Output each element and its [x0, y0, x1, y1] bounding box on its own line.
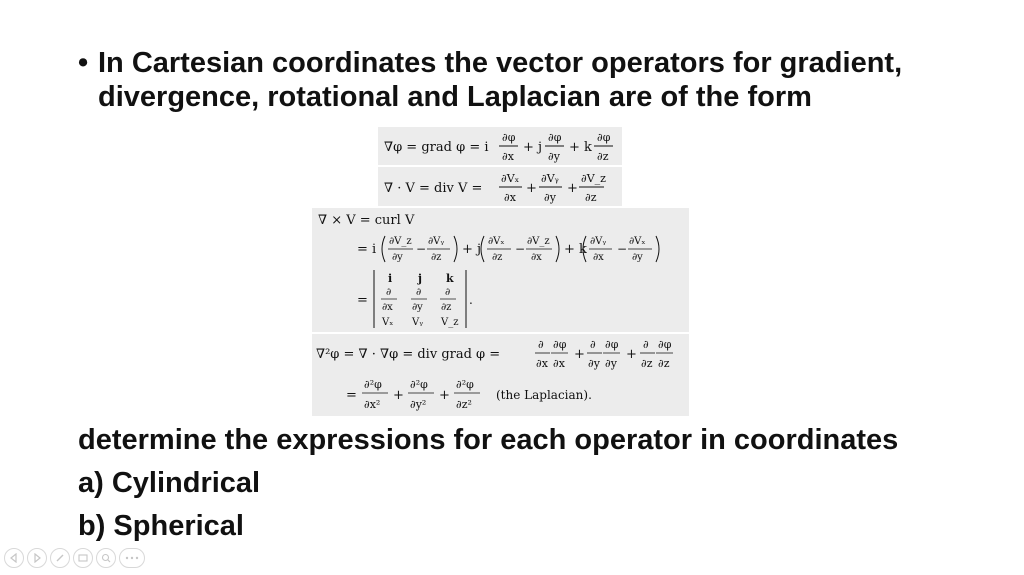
fraction-text: ∂φ — [553, 338, 567, 351]
plus-sign: + — [393, 388, 404, 403]
equation-curl — [312, 208, 689, 332]
curl-line1: ∇ × V = curl V — [318, 213, 415, 228]
gradient-den1: ∂x — [502, 150, 514, 163]
fraction-text: ∂φ — [658, 338, 672, 351]
fraction-text: ∂z — [492, 252, 503, 263]
plus-sign: + — [626, 347, 637, 362]
fraction-text: ∂²φ — [410, 378, 428, 391]
gradient-k: + k — [569, 140, 592, 155]
slides-icon[interactable] — [73, 548, 93, 568]
fraction-text: ∂z² — [456, 398, 472, 411]
gradient-j: + j — [523, 140, 543, 155]
next-icon[interactable] — [27, 548, 47, 568]
divergence-lhs: ∇ · V = div V = — [384, 181, 483, 196]
fraction-text: ∂y — [632, 252, 643, 263]
gradient-num1: ∂φ — [502, 131, 516, 144]
laplacian-line1: ∇²φ = ∇ · ∇φ = div grad φ = — [316, 347, 501, 362]
det-vy: Vᵧ — [412, 317, 423, 328]
option-b: b) Spherical — [78, 510, 244, 542]
equals-sign: = — [357, 293, 368, 308]
equals-sign: = — [346, 388, 357, 403]
divergence-den3: ∂z — [585, 191, 597, 204]
det-j: j — [418, 272, 422, 285]
fraction-text: ∂ — [643, 338, 649, 351]
bullet-paragraph — [78, 46, 958, 114]
det-vz: V_z — [441, 317, 459, 328]
plus-sign: + — [567, 181, 578, 196]
minus-sign: − — [617, 242, 628, 256]
divergence-den1: ∂x — [504, 191, 516, 204]
det-k: k — [446, 272, 454, 285]
fraction-text: ∂x — [593, 252, 604, 263]
fraction-text: ∂y — [605, 357, 617, 370]
fraction-text: ∂Vᵧ — [590, 236, 607, 247]
det-dz: ∂z — [441, 302, 452, 313]
fraction-text: ∂x — [553, 357, 565, 370]
plus-sign: + — [574, 347, 585, 362]
fraction-text: ∂²φ — [364, 378, 382, 391]
fraction-text: ∂y — [588, 357, 600, 370]
fraction-text: ∂x — [531, 252, 542, 263]
gradient-num2: ∂φ — [548, 131, 562, 144]
fraction-text: ∂V_z — [527, 236, 550, 247]
prev-icon[interactable] — [4, 548, 24, 568]
fraction-text: ∂z — [658, 357, 670, 370]
period: . — [469, 293, 473, 307]
fraction-text: ∂V_z — [389, 236, 412, 247]
det-i: i — [388, 272, 393, 285]
fraction-text: ∂Vₓ — [629, 236, 646, 247]
fraction-text: ∂z — [641, 357, 653, 370]
fraction-text: ∂Vᵧ — [428, 236, 445, 247]
det-d2: ∂ — [416, 287, 422, 298]
fraction-text: ∂φ — [605, 338, 619, 351]
fraction-text: ∂x² — [364, 398, 381, 411]
question-text: determine the expressions for each operator in coordinates — [78, 424, 899, 456]
more-icon[interactable] — [119, 548, 145, 568]
divergence-num3: ∂V_z — [581, 172, 606, 185]
fraction-text: ∂²φ — [456, 378, 474, 391]
divergence-num1: ∂Vₓ — [501, 172, 520, 185]
det-dx: ∂x — [382, 302, 393, 313]
curl-i: = i — [357, 242, 377, 257]
gradient-num3: ∂φ — [597, 131, 611, 144]
curl-j: + j — [462, 242, 482, 257]
bullet-marker: • — [78, 47, 89, 79]
gradient-lhs: ∇φ = grad φ = i — [384, 140, 489, 155]
fraction-text: ∂ — [590, 338, 596, 351]
pen-icon[interactable] — [50, 548, 70, 568]
fraction-text: ∂ — [538, 338, 544, 351]
equation-divergence — [378, 167, 622, 206]
divergence-num2: ∂Vᵧ — [541, 172, 559, 185]
det-dy: ∂y — [412, 302, 423, 313]
laplacian-note: (the Laplacian). — [496, 388, 592, 402]
option-a: a) Cylindrical — [78, 467, 261, 499]
divergence-den2: ∂y — [544, 191, 556, 204]
zoom-icon[interactable] — [96, 548, 116, 568]
curl-k: + k — [564, 242, 587, 257]
fraction-text: ∂z — [431, 252, 442, 263]
fraction-text: ∂y — [392, 252, 403, 263]
fraction-text: ∂x — [536, 357, 548, 370]
equation-gradient — [378, 127, 622, 165]
bullet-text: In Cartesian coordinates the vector operators for gradient, divergence, rotational and Laplacian are of the form — [98, 47, 903, 113]
det-vx: Vₓ — [382, 317, 394, 328]
plus-sign: + — [526, 181, 537, 196]
plus-sign: + — [439, 388, 450, 403]
det-d3: ∂ — [445, 287, 451, 298]
minus-sign: − — [416, 242, 427, 256]
fraction-text: ∂y² — [410, 398, 427, 411]
fraction-text: ∂Vₓ — [488, 236, 505, 247]
det-d1: ∂ — [386, 287, 392, 298]
gradient-den3: ∂z — [597, 150, 609, 163]
minus-sign: − — [515, 242, 526, 256]
gradient-den2: ∂y — [548, 150, 560, 163]
slideshow-controls — [4, 548, 145, 572]
equation-laplacian — [312, 334, 689, 416]
